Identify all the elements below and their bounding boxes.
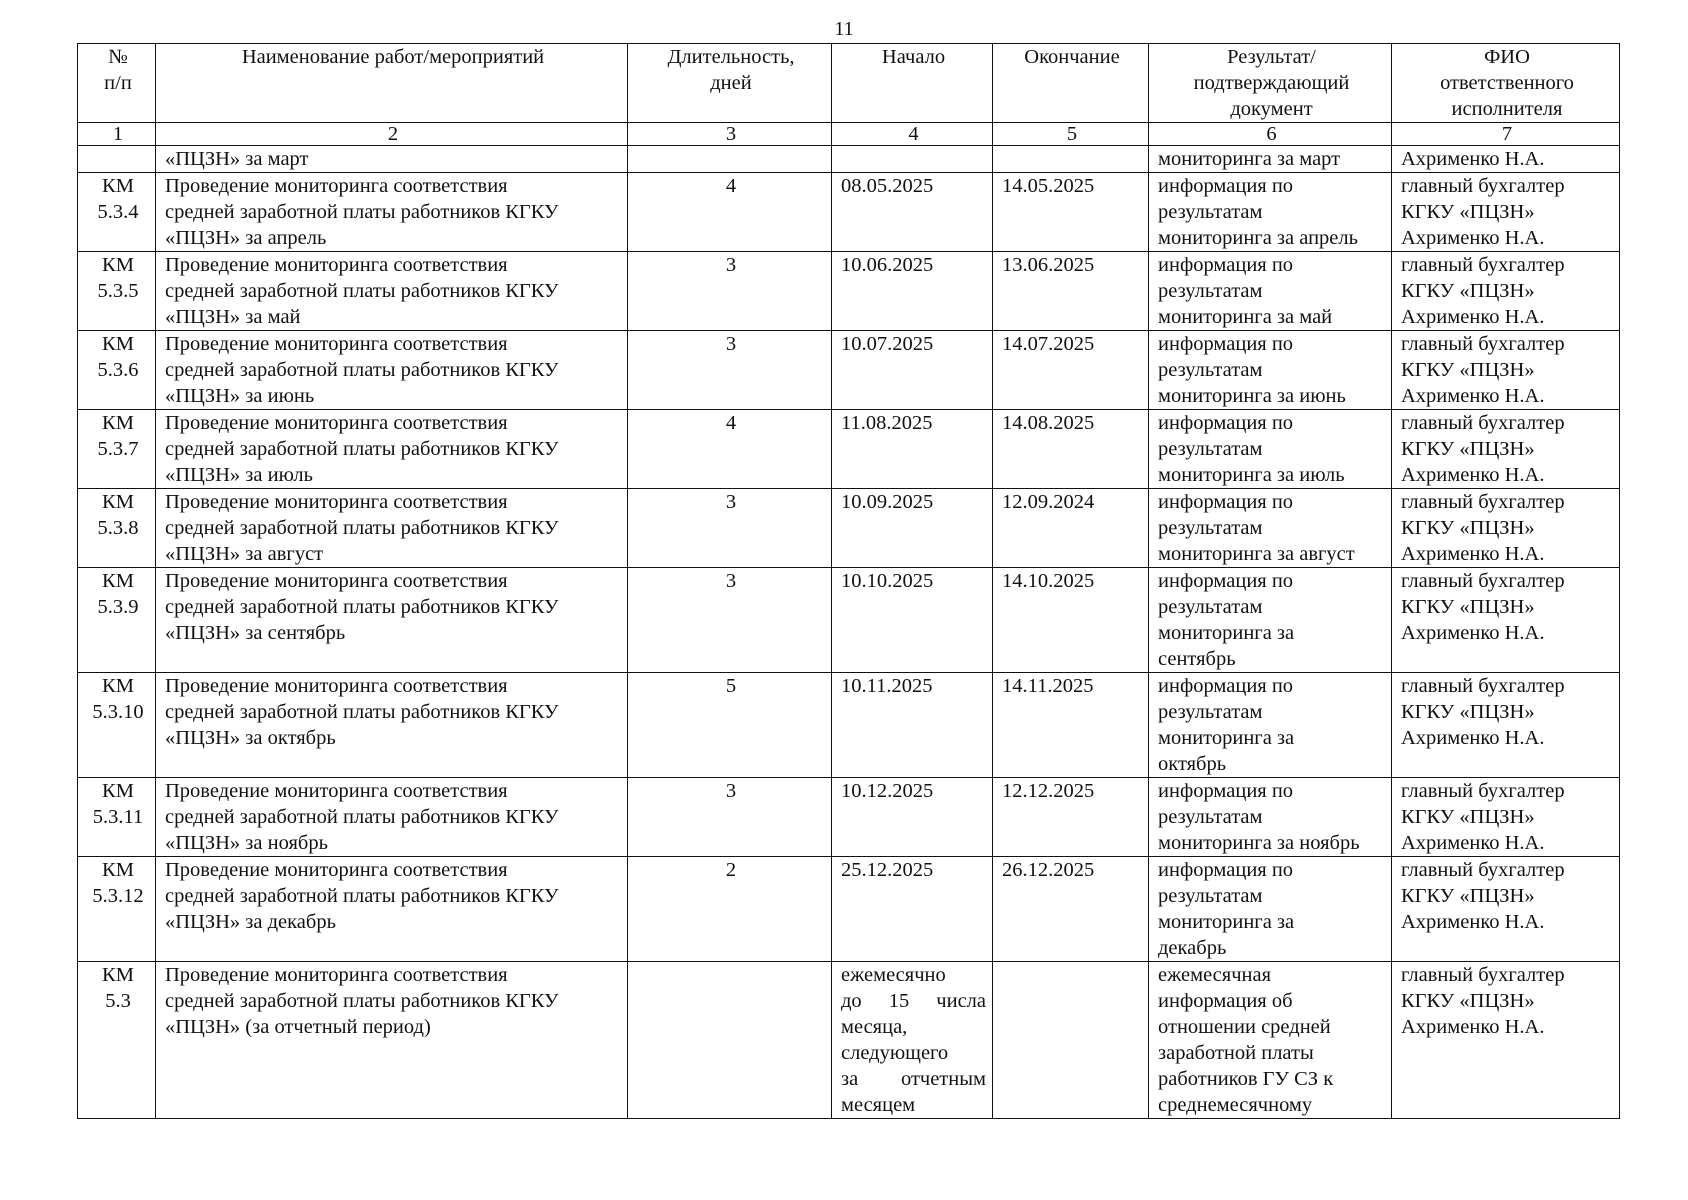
row-end: 14.05.2025 bbox=[993, 173, 1149, 252]
row-end: 12.09.2024 bbox=[993, 489, 1149, 568]
table-header-row bbox=[78, 44, 1620, 123]
row-duration bbox=[628, 962, 832, 1119]
page-number: 11 bbox=[834, 18, 854, 40]
row-number: КМ 5.3 bbox=[78, 962, 156, 1119]
column-number: 7 bbox=[1392, 123, 1620, 146]
row-end bbox=[993, 962, 1149, 1119]
row-duration: 4 bbox=[628, 173, 832, 252]
row-duration: 3 bbox=[628, 778, 832, 857]
row-end bbox=[993, 146, 1149, 173]
row-work-name: Проведение мониторинга соответствия средней заработной платы работников КГКУ «ПЦЗН» за июнь bbox=[156, 331, 628, 410]
row-responsible: главный бухгалтер КГКУ «ПЦЗН» Ахрименко Н.А. bbox=[1392, 252, 1620, 331]
column-number: 4 bbox=[832, 123, 993, 146]
column-number: 5 bbox=[993, 123, 1149, 146]
header-work-name: Наименование работ/мероприятий bbox=[156, 44, 628, 123]
row-duration: 3 bbox=[628, 331, 832, 410]
row-start: 10.09.2025 bbox=[832, 489, 993, 568]
start-text-line: до 15 числа bbox=[841, 990, 986, 1012]
table-row bbox=[78, 331, 1620, 410]
row-start: 25.12.2025 bbox=[832, 857, 993, 962]
row-work-name: Проведение мониторинга соответствия средней заработной платы работников КГКУ «ПЦЗН» за июль bbox=[156, 410, 628, 489]
column-number: 1 bbox=[78, 123, 156, 146]
column-number: 3 bbox=[628, 123, 832, 146]
start-text-line: месяцем bbox=[841, 1094, 916, 1116]
row-result: информация по результатам мониторинга за июль bbox=[1149, 410, 1392, 489]
row-work-name: Проведение мониторинга соответствия средней заработной платы работников КГКУ «ПЦЗН» за октябрь bbox=[156, 673, 628, 778]
table-row bbox=[78, 489, 1620, 568]
row-work-name: Проведение мониторинга соответствия средней заработной платы работников КГКУ «ПЦЗН» за декабрь bbox=[156, 857, 628, 962]
table-row bbox=[78, 252, 1620, 331]
row-number: КМ 5.3.12 bbox=[78, 857, 156, 962]
row-start: 10.07.2025 bbox=[832, 331, 993, 410]
row-number: КМ 5.3.10 bbox=[78, 673, 156, 778]
header-end: Окончание bbox=[993, 44, 1149, 123]
row-responsible: главный бухгалтер КГКУ «ПЦЗН» Ахрименко Н.А. bbox=[1392, 778, 1620, 857]
row-responsible: главный бухгалтер КГКУ «ПЦЗН» Ахрименко Н.А. bbox=[1392, 331, 1620, 410]
row-result: ежемесячная информация об отношении средней заработной платы работников ГУ СЗ к среднемесячному bbox=[1149, 962, 1392, 1119]
row-work-name: Проведение мониторинга соответствия средней заработной платы работников КГКУ «ПЦЗН» (за отчетный период) bbox=[156, 962, 628, 1119]
row-duration: 3 bbox=[628, 568, 832, 673]
header-responsible: ФИО ответственного исполнителя bbox=[1392, 44, 1620, 123]
schedule-table bbox=[77, 43, 1620, 1119]
row-number: КМ 5.3.5 bbox=[78, 252, 156, 331]
column-number: 2 bbox=[156, 123, 628, 146]
row-responsible: Ахрименко Н.А. bbox=[1392, 146, 1620, 173]
row-start: 10.06.2025 bbox=[832, 252, 993, 331]
row-end: 12.12.2025 bbox=[993, 778, 1149, 857]
row-end: 14.07.2025 bbox=[993, 331, 1149, 410]
row-result: информация по результатам мониторинга за август bbox=[1149, 489, 1392, 568]
start-text-line: месяца, bbox=[841, 1016, 908, 1038]
row-work-name: «ПЦЗН» за март bbox=[156, 146, 628, 173]
row-responsible: главный бухгалтер КГКУ «ПЦЗН» Ахрименко Н.А. bbox=[1392, 962, 1620, 1119]
row-start: 10.11.2025 bbox=[832, 673, 993, 778]
table-row bbox=[78, 857, 1620, 962]
column-number: 6 bbox=[1149, 123, 1392, 146]
row-result: информация по результатам мониторинга за ноябрь bbox=[1149, 778, 1392, 857]
header-number: № п/п bbox=[78, 44, 156, 123]
row-result: информация по результатам мониторинга за май bbox=[1149, 252, 1392, 331]
row-responsible: главный бухгалтер КГКУ «ПЦЗН» Ахрименко Н.А. bbox=[1392, 410, 1620, 489]
table-row bbox=[78, 568, 1620, 673]
row-end: 14.11.2025 bbox=[993, 673, 1149, 778]
column-number-row bbox=[78, 123, 1620, 146]
row-duration: 5 bbox=[628, 673, 832, 778]
row-number: КМ 5.3.9 bbox=[78, 568, 156, 673]
table-row bbox=[78, 146, 1620, 173]
row-duration: 4 bbox=[628, 410, 832, 489]
row-work-name: Проведение мониторинга соответствия средней заработной платы работников КГКУ «ПЦЗН» за сентябрь bbox=[156, 568, 628, 673]
row-work-name: Проведение мониторинга соответствия средней заработной платы работников КГКУ «ПЦЗН» за август bbox=[156, 489, 628, 568]
table-row bbox=[78, 410, 1620, 489]
row-number: КМ 5.3.11 bbox=[78, 778, 156, 857]
row-result: информация по результатам мониторинга за сентябрь bbox=[1149, 568, 1392, 673]
row-responsible: главный бухгалтер КГКУ «ПЦЗН» Ахрименко Н.А. bbox=[1392, 673, 1620, 778]
row-duration: 2 bbox=[628, 857, 832, 962]
row-responsible: главный бухгалтер КГКУ «ПЦЗН» Ахрименко Н.А. bbox=[1392, 857, 1620, 962]
row-work-name: Проведение мониторинга соответствия средней заработной платы работников КГКУ «ПЦЗН» за ноябрь bbox=[156, 778, 628, 857]
row-start: 10.10.2025 bbox=[832, 568, 993, 673]
start-text-line: ежемесячно bbox=[841, 964, 946, 986]
row-result: информация по результатам мониторинга за декабрь bbox=[1149, 857, 1392, 962]
row-end: 14.08.2025 bbox=[993, 410, 1149, 489]
table-row bbox=[78, 673, 1620, 778]
row-start bbox=[832, 962, 993, 1119]
row-number: КМ 5.3.4 bbox=[78, 173, 156, 252]
row-start: 10.12.2025 bbox=[832, 778, 993, 857]
row-duration: 3 bbox=[628, 252, 832, 331]
row-responsible: главный бухгалтер КГКУ «ПЦЗН» Ахрименко Н.А. bbox=[1392, 489, 1620, 568]
row-responsible: главный бухгалтер КГКУ «ПЦЗН» Ахрименко Н.А. bbox=[1392, 173, 1620, 252]
header-result: Результат/ подтверждающий документ bbox=[1149, 44, 1392, 123]
row-end: 13.06.2025 bbox=[993, 252, 1149, 331]
table-row bbox=[78, 173, 1620, 252]
row-number: КМ 5.3.7 bbox=[78, 410, 156, 489]
row-work-name: Проведение мониторинга соответствия средней заработной платы работников КГКУ «ПЦЗН» за май bbox=[156, 252, 628, 331]
row-duration bbox=[628, 146, 832, 173]
row-end: 26.12.2025 bbox=[993, 857, 1149, 962]
table-row bbox=[78, 778, 1620, 857]
row-responsible: главный бухгалтер КГКУ «ПЦЗН» Ахрименко Н.А. bbox=[1392, 568, 1620, 673]
row-number: КМ 5.3.6 bbox=[78, 331, 156, 410]
row-result: информация по результатам мониторинга за апрель bbox=[1149, 173, 1392, 252]
row-result: мониторинга за март bbox=[1149, 146, 1392, 173]
row-result: информация по результатам мониторинга за октябрь bbox=[1149, 673, 1392, 778]
row-number bbox=[78, 146, 156, 173]
row-end: 14.10.2025 bbox=[993, 568, 1149, 673]
row-result: информация по результатам мониторинга за июнь bbox=[1149, 331, 1392, 410]
header-start: Начало bbox=[832, 44, 993, 123]
header-duration: Длительность, дней bbox=[628, 44, 832, 123]
row-start bbox=[832, 146, 993, 173]
start-text-line: следующего bbox=[841, 1042, 949, 1064]
start-text-line: за отчетным bbox=[841, 1068, 986, 1090]
row-duration: 3 bbox=[628, 489, 832, 568]
row-start: 08.05.2025 bbox=[832, 173, 993, 252]
row-work-name: Проведение мониторинга соответствия средней заработной платы работников КГКУ «ПЦЗН» за апрель bbox=[156, 173, 628, 252]
table-row bbox=[78, 962, 1620, 1119]
row-start: 11.08.2025 bbox=[832, 410, 993, 489]
row-number: КМ 5.3.8 bbox=[78, 489, 156, 568]
